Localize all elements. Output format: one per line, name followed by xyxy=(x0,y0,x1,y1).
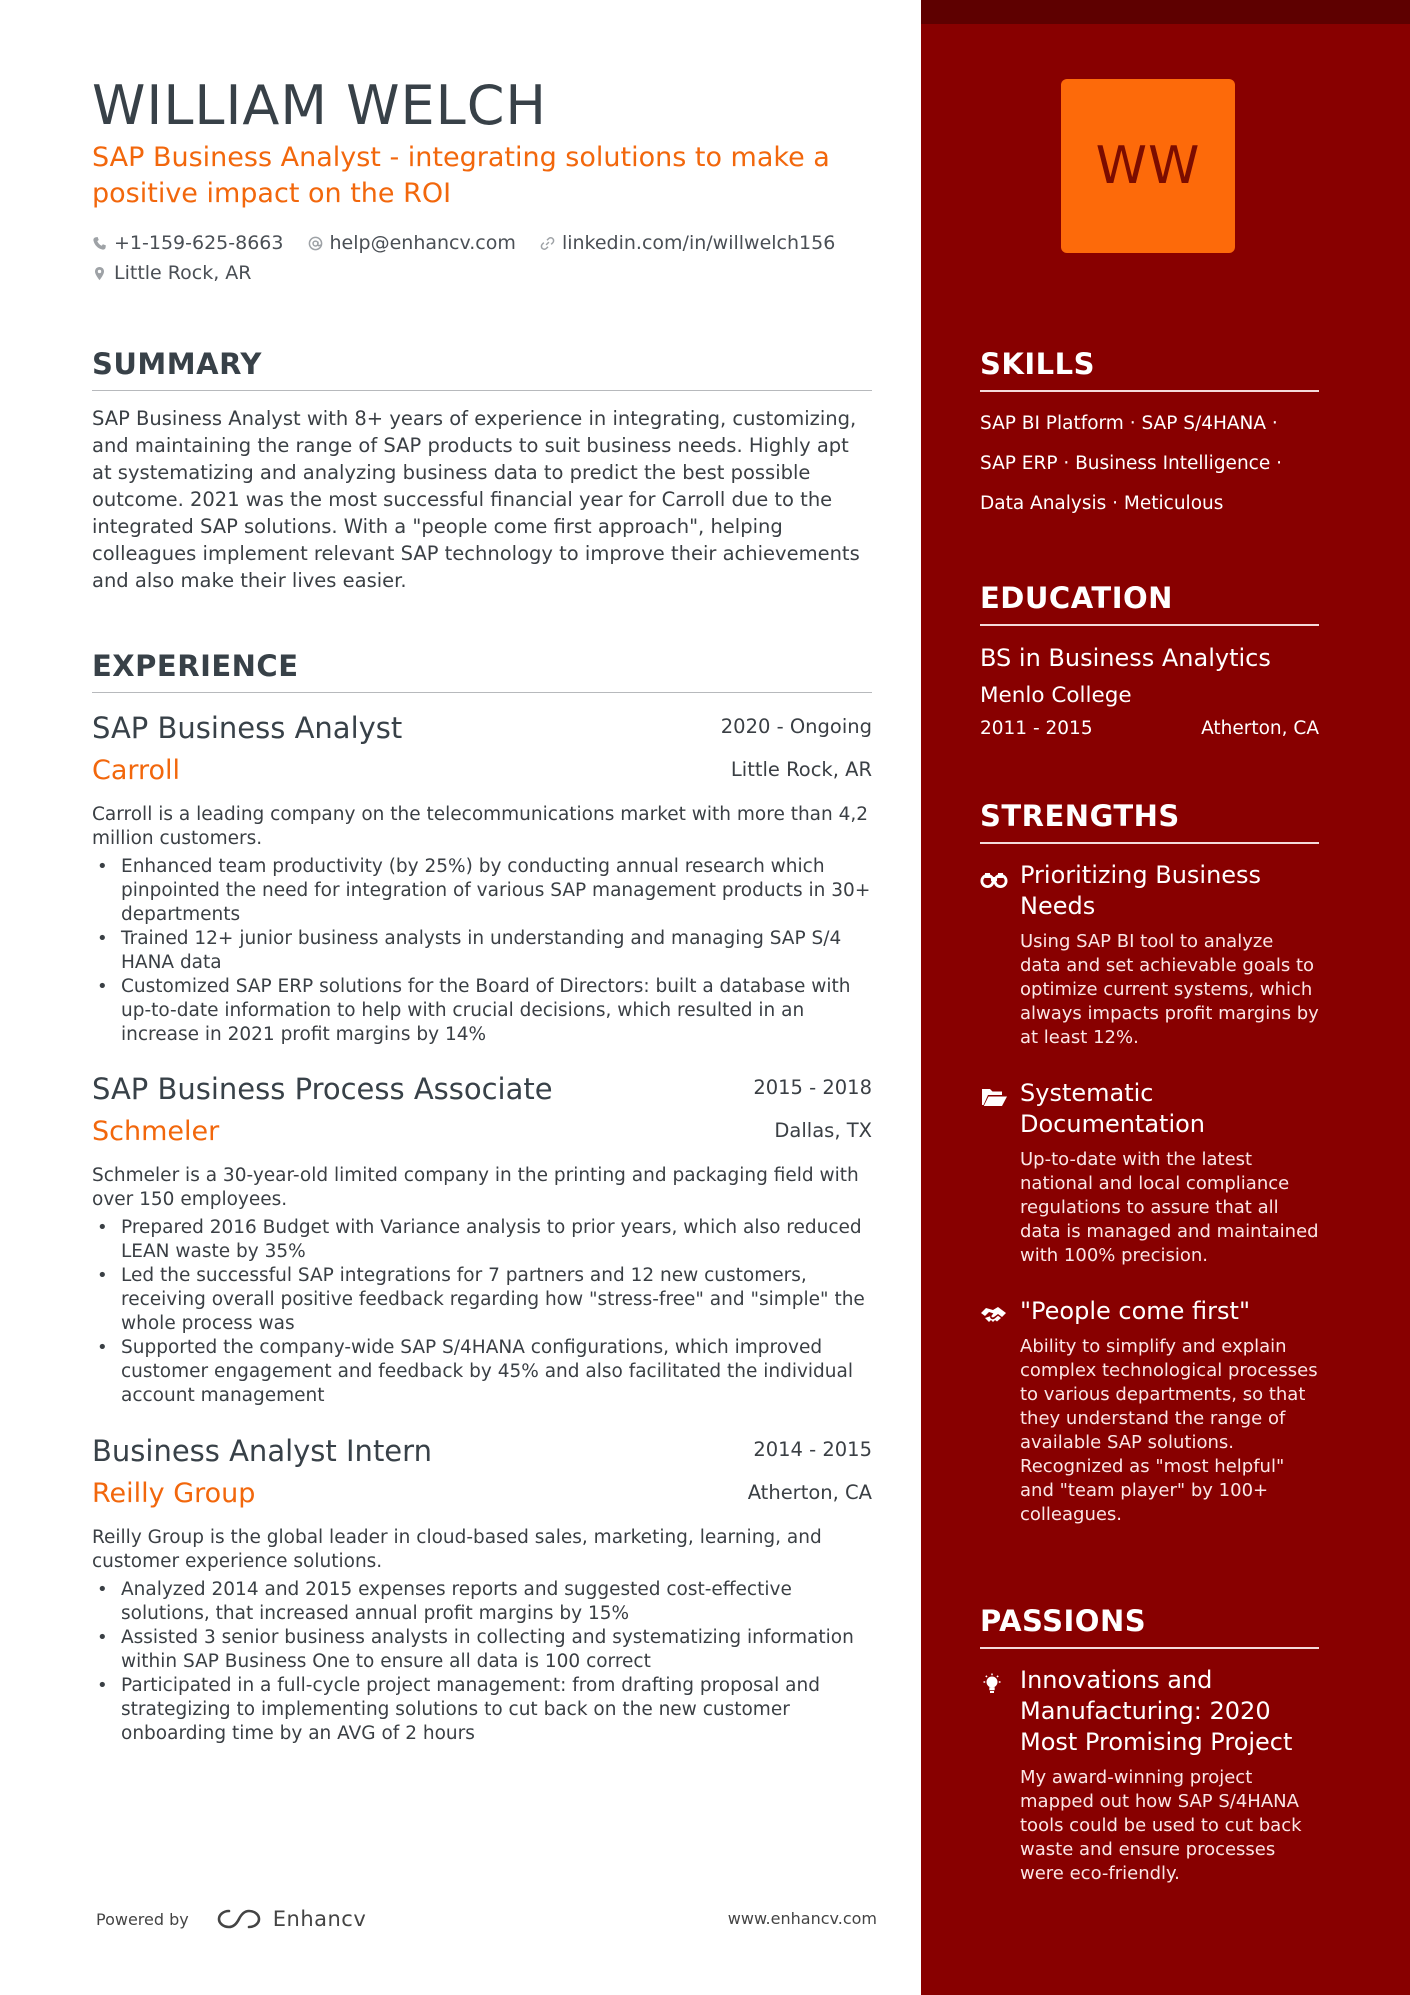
job-description: Schmeler is a 30-year-old limited company in the printing and packaging field with over 150 employees. xyxy=(92,1165,859,1210)
contact-location xyxy=(92,258,251,288)
contact-phone[interactable] xyxy=(92,228,283,258)
candidate-tagline: SAP Business Analyst - integrating solutions to make a positive impact on the ROI xyxy=(92,142,830,209)
passions-title: PASSIONS xyxy=(980,1603,1319,1649)
job-company: Reilly Group xyxy=(92,1478,256,1509)
strength-description: Using SAP BI tool to analyze data and set achievable goals to optimize current systems, which always impacts profit margins by at least 12%. xyxy=(1020,931,1319,1048)
education-dates: 2011 - 2015 xyxy=(980,718,1093,739)
summary-section xyxy=(92,346,872,594)
skills-title: SKILLS xyxy=(980,346,1319,392)
education-school: Menlo College xyxy=(980,683,1132,708)
phone-icon xyxy=(92,236,107,251)
strengths-section xyxy=(980,798,1319,1527)
job-title: Business Analyst Intern xyxy=(92,1434,432,1468)
education-location: Atherton, CA xyxy=(1201,718,1319,739)
education-section xyxy=(980,580,1319,748)
strength-item xyxy=(980,860,1319,1050)
job-entry xyxy=(92,1434,872,1746)
job-location: Dallas, TX xyxy=(774,1119,872,1142)
binoculars-icon xyxy=(980,868,1008,890)
job-bullet: • Analyzed 2014 and 2015 expenses reports and suggested cost-effective solutions, that increased annual profit margins by 15% xyxy=(92,1578,872,1626)
passion-description: My award-winning project mapped out how SAP S/4HANA tools could be used to cut back waste and ensure processes were eco-friendly. xyxy=(1020,1767,1302,1884)
summary-title: SUMMARY xyxy=(92,346,872,391)
strength-title: Systematic Documentation xyxy=(1020,1079,1206,1138)
job-location: Atherton, CA xyxy=(747,1481,872,1504)
strength-description: Ability to simplify and explain complex technological processes to various departments, so that they understand the range of available SAP solutions. Recognized as "most helpful" and "team player" by 100+ colleagues. xyxy=(1020,1336,1318,1525)
passions-section xyxy=(980,1603,1319,1886)
job-bullet: • Customized SAP ERP solutions for the Board of Directors: built a database with up-to-date information to help with crucial decisions, which resulted in an increase in 2021 profit margins by 14% xyxy=(92,975,872,1047)
job-bullet: • Supported the company-wide SAP S/4HANA configurations, which improved customer engagement and feedback by 45% and also facilitated the individual account management xyxy=(92,1336,872,1408)
location-text: Little Rock, AR xyxy=(114,262,252,284)
strength-title: "People come first" xyxy=(1020,1297,1250,1325)
job-bullets xyxy=(92,855,872,1047)
job-bullets xyxy=(92,1578,872,1746)
enhancv-logo[interactable] xyxy=(215,1907,367,1931)
lightbulb-icon xyxy=(980,1673,1008,1695)
linkedin-text: linkedin.com/in/willwelch156 xyxy=(561,232,836,254)
education-title: EDUCATION xyxy=(980,580,1319,626)
job-bullet: • Led the successful SAP integrations for 7 partners and 12 new customers, receiving overall positive feedback regarding how "stress-free" and "simple" the whole process was xyxy=(92,1264,872,1336)
job-dates: 2014 - 2015 xyxy=(753,1438,872,1461)
at-icon xyxy=(308,236,323,251)
location-pin-icon xyxy=(92,266,107,281)
skills-line: SAP ERP · Business Intelligence · xyxy=(980,453,1282,474)
job-location: Little Rock, AR xyxy=(730,758,872,781)
job-company: Carroll xyxy=(92,755,181,786)
strength-item xyxy=(980,1078,1319,1268)
experience-title: EXPERIENCE xyxy=(92,648,872,693)
folder-open-icon xyxy=(980,1086,1008,1108)
candidate-name: WILLIAM WELCH xyxy=(92,74,548,137)
job-title: SAP Business Process Associate xyxy=(92,1072,553,1106)
sidebar-top-bar xyxy=(921,0,1410,24)
passion-item xyxy=(980,1665,1319,1886)
enhancv-brand-text: Enhancv xyxy=(272,1907,367,1931)
job-dates: 2015 - 2018 xyxy=(753,1076,872,1099)
job-title: SAP Business Analyst xyxy=(92,711,403,745)
job-bullet: • Enhanced team productivity (by 25%) by conducting annual research which pinpointed the need for integration of various SAP management products in 30+ departments xyxy=(92,855,872,927)
footer-powered-by xyxy=(96,1907,366,1931)
contact-info xyxy=(92,228,892,288)
job-entry xyxy=(92,711,872,1047)
contact-linkedin[interactable] xyxy=(540,228,835,258)
job-bullet: • Prepared 2016 Budget with Variance analysis to prior years, which also reduced LEAN waste by 35% xyxy=(92,1216,872,1264)
job-bullet: • Assisted 3 senior business analysts in collecting and systematizing information within SAP Business One to ensure all data is 100 correct xyxy=(92,1626,872,1674)
footer-url[interactable]: www.enhancv.com xyxy=(727,1909,877,1928)
job-bullet: • Participated in a full-cycle project management: from drafting proposal and strategizing to implementing solutions to cut back on the new customer onboarding time by an AVG of 2 hours xyxy=(92,1674,872,1746)
experience-section xyxy=(92,648,872,693)
sidebar xyxy=(921,0,1410,1995)
job-description: Reilly Group is the global leader in cloud-based sales, marketing, learning, and customer experience solutions. xyxy=(92,1527,822,1572)
skills-section xyxy=(980,346,1319,524)
strength-item xyxy=(980,1296,1319,1527)
skills-line: SAP BI Platform · SAP S/4HANA · xyxy=(980,413,1278,434)
job-bullets xyxy=(92,1216,872,1408)
contact-email[interactable] xyxy=(308,228,516,258)
powered-by-text: Powered by xyxy=(96,1909,189,1929)
strength-title: Prioritizing Business Needs xyxy=(1020,861,1262,920)
phone-text: +1-159-625-8663 xyxy=(114,232,284,254)
job-dates: 2020 - Ongoing xyxy=(720,715,872,738)
handshake-icon xyxy=(980,1304,1008,1326)
enhancv-logo-icon xyxy=(215,1907,263,1931)
job-description: Carroll is a leading company on the telecommunications market with more than 4,2 million customers. xyxy=(92,804,869,849)
skills-line: Data Analysis · Meticulous xyxy=(980,493,1224,514)
job-bullet: • Trained 12+ junior business analysts in understanding and managing SAP S/4 HANA data xyxy=(92,927,872,975)
summary-text: SAP Business Analyst with 8+ years of experience in integrating, customizing, and maintaining the range of SAP products to suit business needs. Highly apt at systematizing and analyzing business data to predict the best possible outcome. 2021 was the most successful financial year for Carroll due to the integrated SAP solutions. With a "people come first approach", helping colleagues implement relevant SAP technology to improve their achievements and also make their lives easier. xyxy=(92,407,860,592)
passion-title: Innovations and Manufacturing: 2020 Most Promising Project xyxy=(1020,1666,1293,1756)
email-text: help@enhancv.com xyxy=(329,232,516,254)
job-company: Schmeler xyxy=(92,1116,220,1147)
link-icon xyxy=(540,236,555,251)
strengths-title: STRENGTHS xyxy=(980,798,1319,844)
job-entry xyxy=(92,1072,872,1408)
education-degree: BS in Business Analytics xyxy=(980,644,1271,672)
strength-description: Up-to-date with the latest national and local compliance regulations to assure that all data is managed and maintained with 100% precision. xyxy=(1020,1149,1319,1266)
avatar-initials: WW xyxy=(1061,79,1235,253)
